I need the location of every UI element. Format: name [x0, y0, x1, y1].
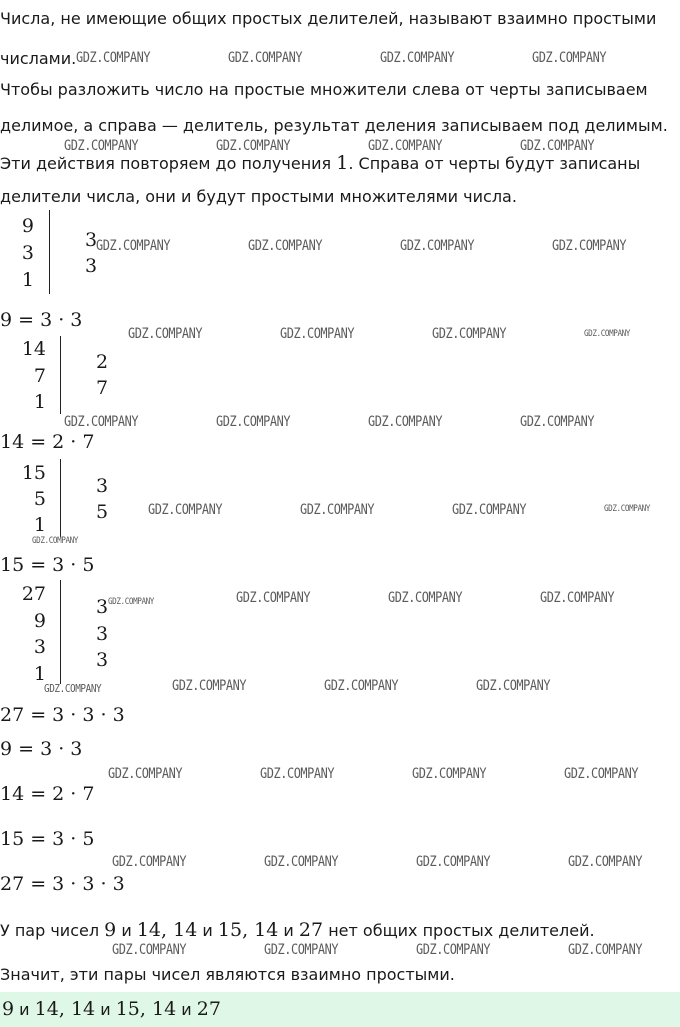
number: 15: [217, 919, 243, 941]
division-bar: [60, 459, 61, 537]
divisor: 3: [96, 649, 109, 671]
watermark: GDZ.COMPANY: [44, 682, 102, 695]
dividend: 5: [33, 488, 46, 510]
watermark: GDZ.COMPANY: [108, 766, 183, 782]
divisor: 2: [96, 351, 109, 373]
divisor: 3: [96, 623, 109, 645]
watermark: GDZ.COMPANY: [380, 50, 455, 66]
watermark: GDZ.COMPANY: [368, 138, 443, 154]
watermark: GDZ.COMPANY: [452, 502, 527, 518]
watermark: GDZ.COMPANY: [172, 678, 247, 694]
method-line-1: Чтобы разложить число на простые множители слева от черты записываем: [0, 80, 648, 99]
watermark: GDZ.COMPANY: [416, 942, 491, 958]
divisor: 3: [85, 229, 98, 251]
conclusion-text: и: [278, 921, 299, 940]
watermark: GDZ.COMPANY: [280, 326, 355, 342]
separator: ,: [242, 919, 255, 941]
dividend: 1: [21, 269, 34, 291]
watermark: GDZ.COMPANY: [76, 50, 151, 66]
dividend: 1: [33, 663, 46, 685]
watermark: GDZ.COMPANY: [264, 854, 339, 870]
watermark: GDZ.COMPANY: [260, 766, 335, 782]
divisor: 3: [96, 475, 109, 497]
method-line-3-part-a: Эти действия повторяем до получения: [0, 154, 337, 173]
conclusion-text: У пар чисел: [0, 921, 105, 940]
method-line-3-part-b: . Справа от черты будут записаны: [348, 154, 641, 173]
number: 27: [298, 919, 324, 941]
number: 14: [152, 998, 177, 1020]
separator: ,: [139, 998, 152, 1020]
separator: ,: [58, 998, 71, 1020]
method-line-4: делители числа, они и будут простыми множителями числа.: [0, 187, 517, 206]
watermark: GDZ.COMPANY: [568, 942, 643, 958]
watermark: GDZ.COMPANY: [64, 414, 139, 430]
watermark: GDZ.COMPANY: [228, 50, 303, 66]
watermark: GDZ.COMPANY: [236, 590, 311, 606]
number: 14: [70, 998, 96, 1020]
definition-line-1: Числа, не имеющие общих простых делителей, называют взаимно простыми: [0, 9, 657, 28]
watermark: GDZ.COMPANY: [112, 942, 187, 958]
method-line-3: [0, 152, 680, 174]
number: 15: [115, 998, 140, 1020]
conclusion-line-1: [0, 919, 680, 941]
dividend: 3: [33, 636, 46, 658]
factorization-result: 27 = 3 · 3 · 3: [0, 704, 125, 726]
factorization-result: 9 = 3 · 3: [0, 309, 83, 331]
division-bar: [49, 210, 50, 294]
number: 27: [196, 998, 221, 1020]
divisor: 3: [85, 255, 98, 277]
answer-text: [2, 998, 221, 1021]
watermark: GDZ.COMPANY: [216, 414, 291, 430]
conclusion-text: и: [116, 921, 137, 940]
watermark: GDZ.COMPANY: [216, 138, 291, 154]
watermark: GDZ.COMPANY: [300, 502, 375, 518]
watermark: GDZ.COMPANY: [476, 678, 551, 694]
dividend: 7: [33, 365, 46, 387]
conclusion-text: и: [197, 921, 218, 940]
divisor: 3: [96, 596, 109, 618]
divisor: 5: [96, 501, 109, 523]
method-line-2: делимое, а справа — делитель, результат деления записываем под делимым.: [0, 116, 668, 135]
watermark: GDZ.COMPANY: [264, 942, 339, 958]
watermark: GDZ.COMPANY: [520, 138, 595, 154]
division-bar: [60, 580, 61, 684]
dividend: 9: [33, 610, 46, 632]
answer-box: [0, 992, 680, 1027]
divisor: 7: [96, 377, 109, 399]
summary-line-27: 27 = 3 · 3 · 3: [0, 873, 125, 895]
dividend: 9: [21, 215, 34, 237]
watermark: GDZ.COMPANY: [400, 238, 475, 254]
watermark: GDZ.COMPANY: [604, 504, 650, 514]
watermark: GDZ.COMPANY: [128, 326, 203, 342]
watermark: GDZ.COMPANY: [248, 238, 323, 254]
watermark: GDZ.COMPANY: [584, 329, 630, 339]
watermark: GDZ.COMPANY: [552, 238, 627, 254]
number: 14: [34, 998, 59, 1020]
watermark: GDZ.COMPANY: [416, 854, 491, 870]
method-line-3-number: 1: [336, 152, 349, 174]
watermark: GDZ.COMPANY: [108, 597, 154, 607]
watermark: GDZ.COMPANY: [520, 414, 595, 430]
conclusion-text: нет общих простых делителей.: [323, 921, 595, 940]
number: 9: [104, 919, 117, 941]
dividend: 3: [21, 242, 34, 264]
watermark: GDZ.COMPANY: [96, 238, 171, 254]
dividend: 15: [21, 462, 46, 484]
definition-line-2: числами.: [0, 49, 77, 68]
summary-line-15: 15 = 3 · 5: [0, 828, 95, 850]
number: 14: [173, 919, 198, 941]
watermark: GDZ.COMPANY: [368, 414, 443, 430]
watermark: GDZ.COMPANY: [148, 502, 223, 518]
conjunction: и: [14, 1000, 35, 1019]
watermark: GDZ.COMPANY: [568, 854, 643, 870]
watermark: GDZ.COMPANY: [32, 536, 78, 546]
watermark: GDZ.COMPANY: [532, 50, 607, 66]
dividend: 14: [21, 338, 46, 360]
division-bar: [60, 336, 61, 414]
conclusion-line-2: Значит, эти пары чисел являются взаимно простыми.: [0, 965, 455, 984]
conjunction: и: [176, 1000, 197, 1019]
watermark: GDZ.COMPANY: [564, 766, 639, 782]
factorization-result: 15 = 3 · 5: [0, 554, 95, 576]
factorization-result: 14 = 2 · 7: [0, 431, 95, 453]
summary-line-9: 9 = 3 · 3: [0, 738, 83, 760]
summary-line-14: 14 = 2 · 7: [0, 783, 95, 805]
number: 9: [2, 998, 15, 1020]
separator: ,: [161, 919, 174, 941]
watermark: GDZ.COMPANY: [540, 590, 615, 606]
watermark: GDZ.COMPANY: [324, 678, 399, 694]
watermark: GDZ.COMPANY: [412, 766, 487, 782]
dividend: 1: [33, 391, 46, 413]
dividend: 1: [33, 514, 46, 536]
number: 14: [254, 919, 279, 941]
dividend: 27: [21, 583, 46, 605]
watermark: GDZ.COMPANY: [64, 138, 139, 154]
watermark: GDZ.COMPANY: [388, 590, 463, 606]
watermark: GDZ.COMPANY: [112, 854, 187, 870]
conjunction: и: [95, 1000, 116, 1019]
watermark: GDZ.COMPANY: [432, 326, 507, 342]
number: 14: [136, 919, 162, 941]
